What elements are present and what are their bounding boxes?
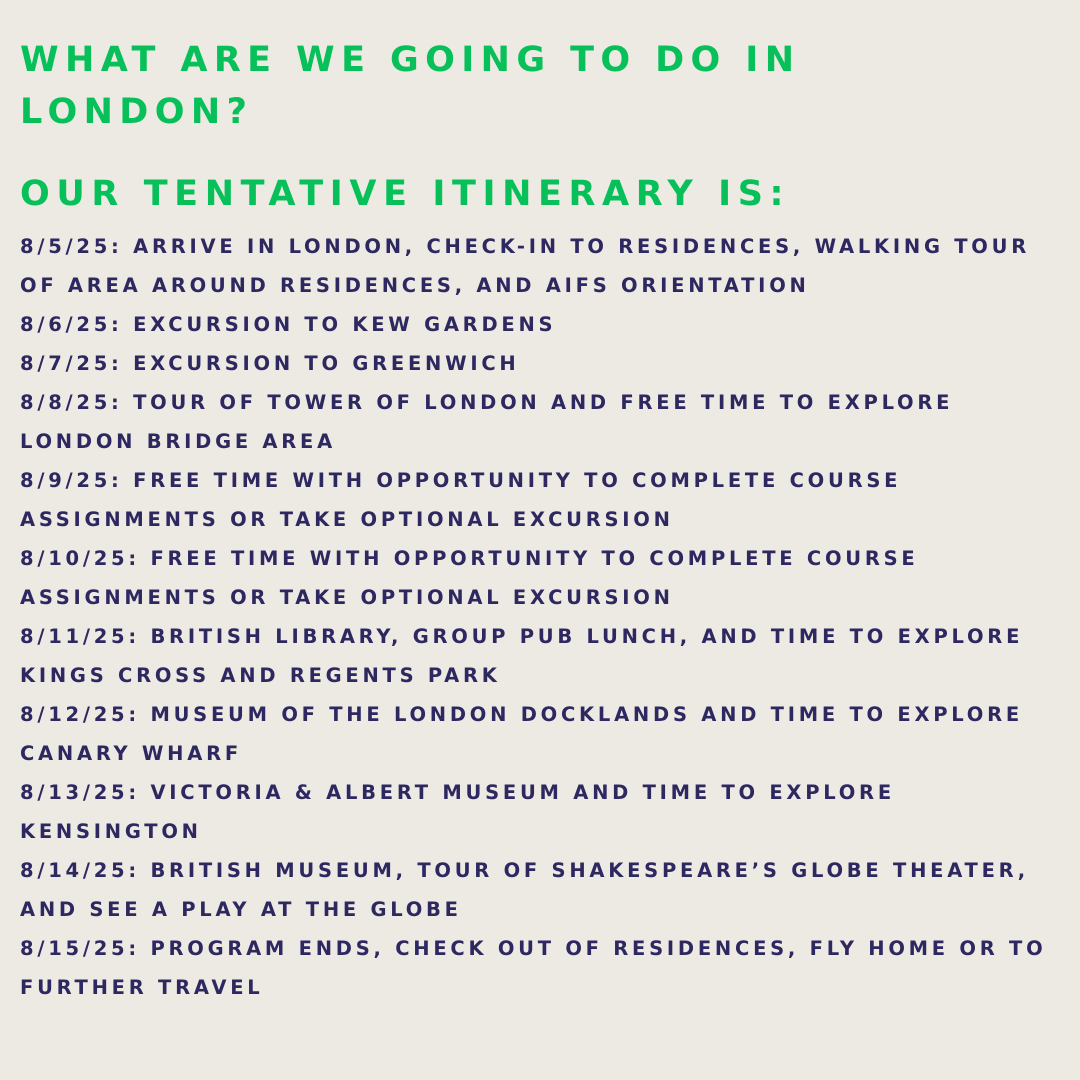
itinerary-list [20,227,1075,1007]
itinerary-entry: 8/6/25: EXCURSION TO KEW GARDENS [20,313,557,336]
itinerary-date: 8/13/25 [20,781,129,804]
itinerary-date: 8/6/25 [20,313,112,336]
itinerary-entry: 8/10/25: FREE TIME WITH OPPORTUNITY TO COMPLETE COURSE ASSIGNMENTS OR TAKE OPTIONAL EXCURSION [20,547,919,609]
itinerary-date: 8/5/25 [20,235,112,258]
itinerary-entry: 8/7/25: EXCURSION TO GREENWICH [20,352,520,375]
itinerary-entry: 8/9/25: FREE TIME WITH OPPORTUNITY TO COMPLETE COURSE ASSIGNMENTS OR TAKE OPTIONAL EXCURSION [20,469,902,531]
itinerary-activity: MUSEUM OF THE LONDON DOCKLANDS AND TIME TO EXPLORE CANARY WHARF [20,703,1023,765]
itinerary-activity: ARRIVE IN LONDON, CHECK-IN TO RESIDENCES, WALKING TOUR OF AREA AROUND RESIDENCES, AND AIFS ORIENTATION [20,235,1030,297]
itinerary-date: 8/14/25 [20,859,129,882]
itinerary-date: 8/10/25 [20,547,129,570]
itinerary-date: 8/8/25 [20,391,112,414]
itinerary-activity: VICTORIA & ALBERT MUSEUM AND TIME TO EXPLORE KENSINGTON [20,781,895,843]
itinerary-activity: PROGRAM ENDS, CHECK OUT OF RESIDENCES, FLY HOME OR TO FURTHER TRAVEL [20,937,1047,999]
itinerary-entry: 8/13/25: VICTORIA & ALBERT MUSEUM AND TIME TO EXPLORE KENSINGTON [20,781,895,843]
itinerary-entry: 8/15/25: PROGRAM ENDS, CHECK OUT OF RESIDENCES, FLY HOME OR TO FURTHER TRAVEL [20,937,1047,999]
itinerary-date: 8/7/25 [20,352,112,375]
itinerary-activity: EXCURSION TO GREENWICH [133,352,520,375]
page-title: WHAT ARE WE GOING TO DO IN LONDON? [20,40,801,132]
itinerary-entry: 8/11/25: BRITISH LIBRARY, GROUP PUB LUNCH, AND TIME TO EXPLORE KINGS CROSS AND REGENTS PARK [20,625,1024,687]
itinerary-activity: FREE TIME WITH OPPORTUNITY TO COMPLETE COURSE ASSIGNMENTS OR TAKE OPTIONAL EXCURSION [20,469,902,531]
itinerary-entry: 8/5/25: ARRIVE IN LONDON, CHECK-IN TO RESIDENCES, WALKING TOUR OF AREA AROUND RESIDENCES, AND AIFS ORIENTATION [20,235,1030,297]
itinerary-entry: 8/12/25: MUSEUM OF THE LONDON DOCKLANDS AND TIME TO EXPLORE CANARY WHARF [20,703,1023,765]
itinerary-date: 8/11/25 [20,625,129,648]
itinerary-date: 8/15/25 [20,937,129,960]
itinerary-activity: FREE TIME WITH OPPORTUNITY TO COMPLETE COURSE ASSIGNMENTS OR TAKE OPTIONAL EXCURSION [20,547,919,609]
itinerary-date: 8/12/25 [20,703,129,726]
itinerary-entry: 8/8/25: TOUR OF TOWER OF LONDON AND FREE TIME TO EXPLORE LONDON BRIDGE AREA [20,391,954,453]
itinerary-activity: EXCURSION TO KEW GARDENS [133,313,557,336]
itinerary-entry: 8/14/25: BRITISH MUSEUM, TOUR OF SHAKESPEARE’S GLOBE THEATER, AND SEE A PLAY AT THE GLOBE [20,859,1029,921]
itinerary-card [20,34,1075,1007]
itinerary-activity: BRITISH MUSEUM, TOUR OF SHAKESPEARE’S GLOBE THEATER, AND SEE A PLAY AT THE GLOBE [20,859,1029,921]
itinerary-date: 8/9/25 [20,469,112,492]
itinerary-title: OUR TENTATIVE ITINERARY IS: [20,174,791,214]
itinerary-activity: BRITISH LIBRARY, GROUP PUB LUNCH, AND TIME TO EXPLORE KINGS CROSS AND REGENTS PARK [20,625,1024,687]
itinerary-activity: TOUR OF TOWER OF LONDON AND FREE TIME TO EXPLORE LONDON BRIDGE AREA [20,391,954,453]
